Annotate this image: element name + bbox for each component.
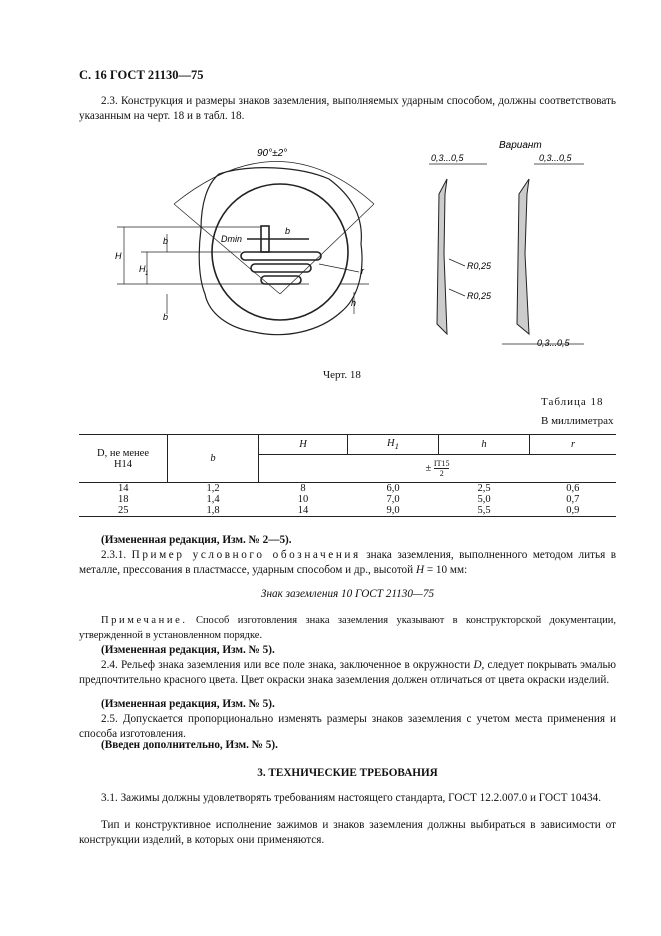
note-paragraph: Примечание. Способ изготовления знака заземления указывают в конструкторской документации, утвержденной в установленном порядке. (79, 615, 616, 641)
table-row: 18 1,4 10 7,0 5,0 0,7 (118, 494, 580, 505)
table-18 (79, 434, 616, 517)
col-d: D, не менее H14 (79, 435, 168, 483)
tolerance: ± $\frac{IT15}{2}$ (259, 455, 617, 483)
table-row: 25 1,8 14 9,0 5,5 0,9 (79, 505, 616, 517)
b-label-left: b (163, 236, 169, 246)
table-title: Таблица 18 (541, 396, 604, 408)
paragraph-3-1: 3.1. Зажимы должны удовлетворять требованиям настоящего стандарта, ГОСТ 12.2.007.0 и ГОСТ 10434. (101, 792, 602, 804)
r025-a: R0,25 (467, 261, 492, 271)
ground-symbol (241, 226, 321, 284)
b-label-top: b (285, 226, 291, 236)
col-H1: $H_1$ (348, 435, 439, 455)
H1-sub: 1 (145, 271, 149, 277)
variant-label: Вариант (499, 140, 542, 151)
figure-18 (79, 134, 619, 364)
b-label-left2: b (163, 312, 169, 322)
H-label: H (115, 251, 122, 261)
dim-03-05-a: 0,3...0,5 (431, 153, 464, 163)
note-changed-5b: (Измененная редакция, Изм. № 5). (101, 698, 275, 710)
H1-label: H (139, 264, 146, 274)
col-b: b (168, 435, 259, 483)
angle-label: 90°±2° (257, 148, 288, 159)
col-h: h (439, 435, 530, 455)
paragraph-3-2: Тип и конструктивное исполнение зажимов и знаков заземления должны выбираться в зависимости от конструкции изделий, в которых они применяются. (79, 819, 616, 846)
paragraph-2-4: 2.4. Рельеф знака заземления или все поле знака, заключенное в окружности D, следует покрывать эмалью предпочтительно красного цвета. Цвет окраски знака заземления должен отличаться от цвета окраски изделий. (79, 659, 616, 686)
paragraph-2-3-1: 2.3.1. Пример условного обозначения знака заземления, выполненного методом литья в металле, прессования в пластмассе, ударным способом и др., высотой H = 10 мм: (79, 549, 617, 576)
sign-outline (199, 168, 362, 335)
note-added-5: (Введен дополнительно, Изм. № 5). (101, 739, 278, 751)
col-r: r (530, 435, 617, 455)
note-changed-5a: (Измененная редакция, Изм. № 5). (101, 644, 275, 656)
note-changed-2-5: (Измененная редакция, Изм. № 2—5). (101, 534, 292, 546)
table-row: 14 1,2 8 6,0 2,5 0,6 (118, 483, 580, 494)
h-label: h (351, 298, 357, 308)
page-header: С. 16 ГОСТ 21130—75 (79, 68, 204, 82)
paragraph-2-5: 2.5. Допускается пропорционально изменять размеры знаков заземления с учетом места применения и способа изготовления. (79, 713, 616, 740)
dmin-label: Dmin (221, 234, 243, 244)
col-H: H (259, 435, 348, 455)
r025-b: R0,25 (467, 291, 492, 301)
section-a (437, 179, 447, 334)
dim-03-05-b: 0,3...0,5 (539, 153, 572, 163)
example-designation: Знак заземления 10 ГОСТ 21130—75 (260, 588, 435, 600)
r-label: r (361, 266, 364, 276)
paragraph-2-3: 2.3. Конструкция и размеры знаков заземления, выполняемых ударным способом, должны соответствовать указанным на черт. 18 и в табл. 18. (79, 95, 616, 122)
section-3-title: 3. ТЕХНИЧЕСКИЕ ТРЕБОВАНИЯ (257, 767, 438, 779)
table-units: В миллиметрах (541, 415, 614, 427)
dim-03-05-c: 0,3...0,5 (537, 338, 570, 348)
section-b (517, 179, 529, 334)
figure-caption: Черт. 18 (323, 369, 361, 381)
